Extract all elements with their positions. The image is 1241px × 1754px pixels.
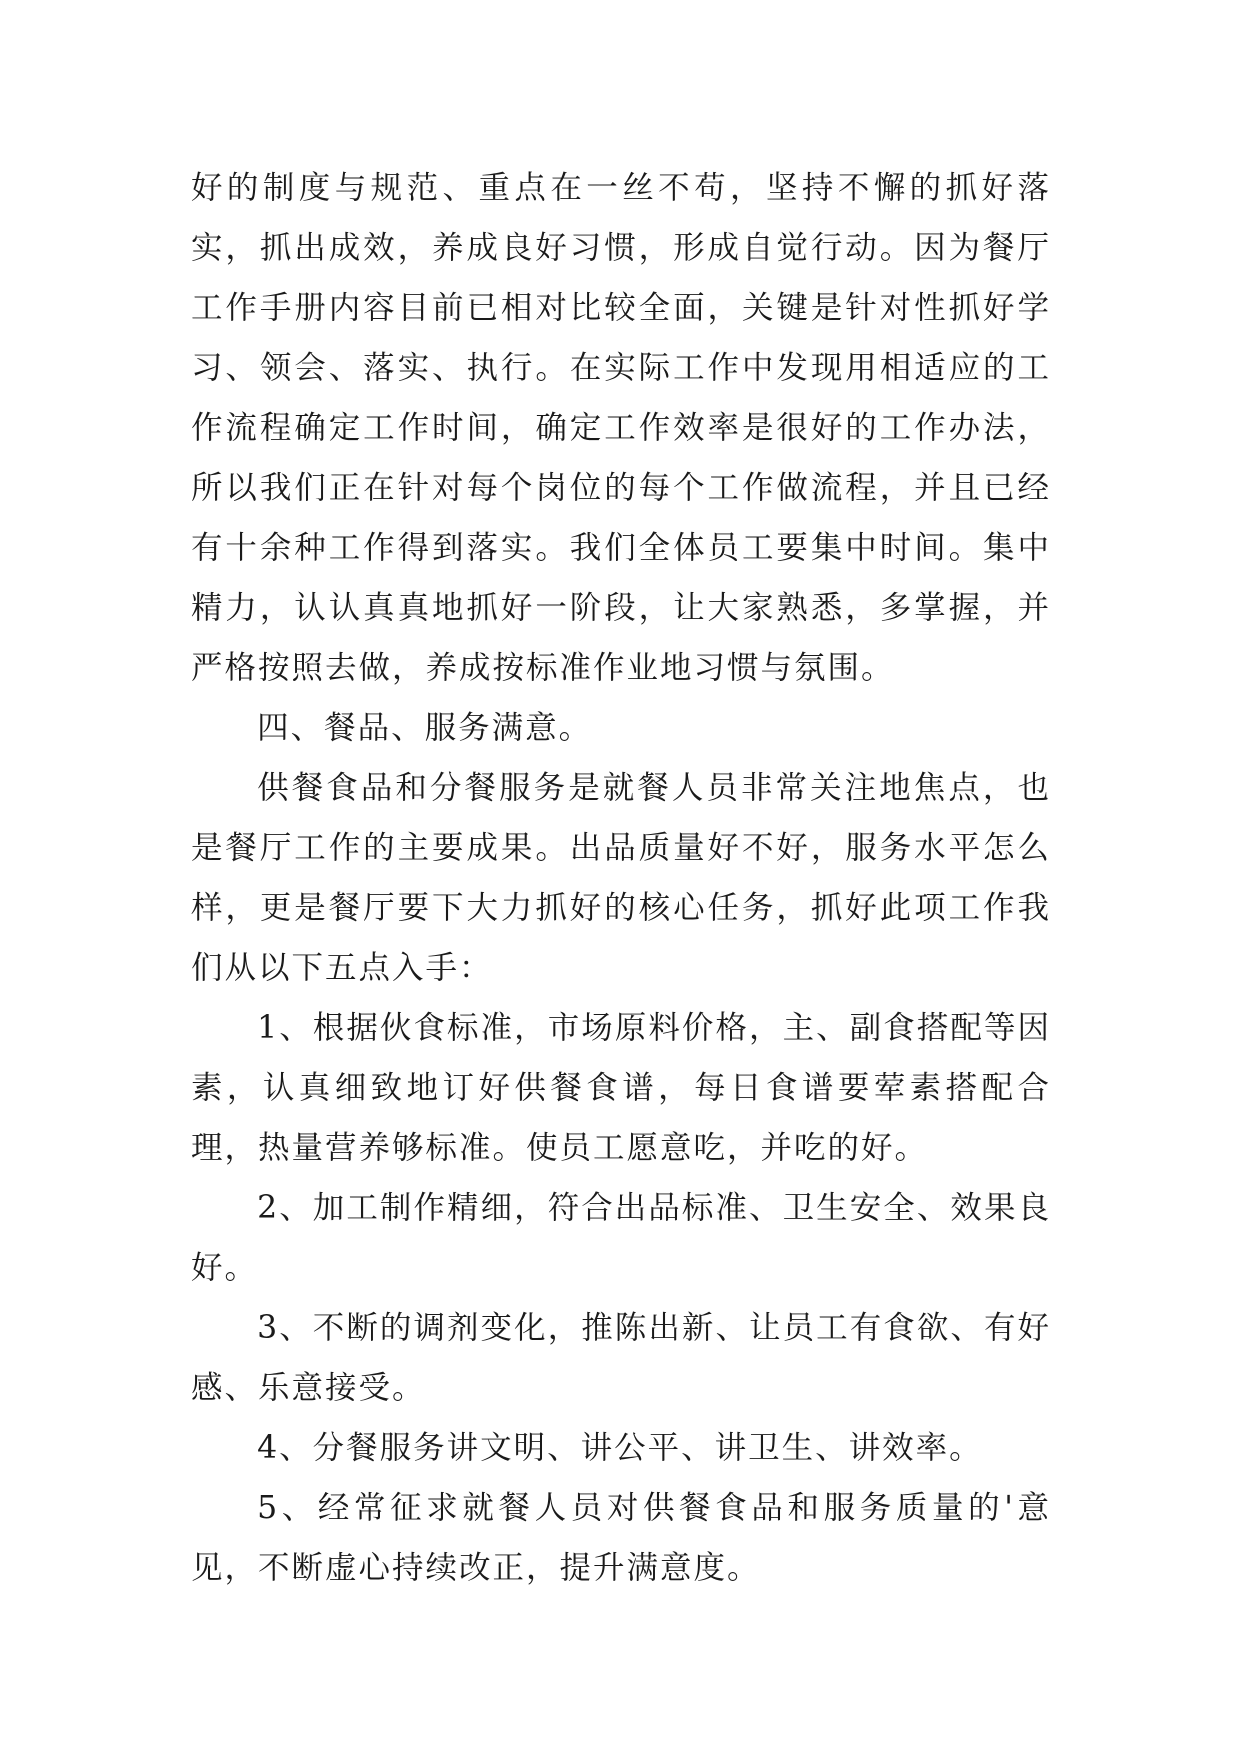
document-body — [191, 158, 1051, 1598]
section-heading: 四、餐品、服务满意。 — [257, 710, 593, 746]
list-item-1: 1、根据伙食标准，市场原料价格，主、副食搭配等因素，认真细致地订好供餐食谱，每日食谱要荤素搭配合理，热量营养够标准。使员工愿意吃，并吃的好。 — [191, 1010, 1051, 1166]
list-item-2: 2、加工制作精细，符合出品标准、卫生安全、效果良好。 — [191, 1190, 1051, 1286]
list-item-4: 4、分餐服务讲文明、讲公平、讲卫生、讲效率。 — [257, 1430, 983, 1466]
list-item-3: 3、不断的调剂变化，推陈出新、让员工有食欲、有好感、乐意接受。 — [191, 1310, 1051, 1406]
paragraph-intro: 供餐食品和分餐服务是就餐人员非常关注地焦点，也是餐厅工作的主要成果。出品质量好不好，服务水平怎么样，更是餐厅要下大力抓好的核心任务，抓好此项工作我们从以下五点入手： — [191, 770, 1051, 986]
list-item-5: 5、经常征求就餐人员对供餐食品和服务质量的'意见，不断虚心持续改正，提升满意度。 — [191, 1490, 1051, 1586]
paragraph-continuation: 好的制度与规范、重点在一丝不苟，坚持不懈的抓好落实，抓出成效，养成良好习惯，形成自觉行动。因为餐厅工作手册内容目前已相对比较全面，关键是针对性抓好学习、领会、落实、执行。在实际工作中发现用相适应的工作流程确定工作时间，确定工作效率是很好的工作办法，所以我们正在针对每个岗位的每个工作做流程，并且已经有十余种工作得到落实。我们全体员工要集中时间。集中精力，认认真真地抓好一阶段，让大家熟悉，多掌握，并严格按照去做，养成按标准作业地习惯与氛围。 — [191, 170, 1051, 686]
